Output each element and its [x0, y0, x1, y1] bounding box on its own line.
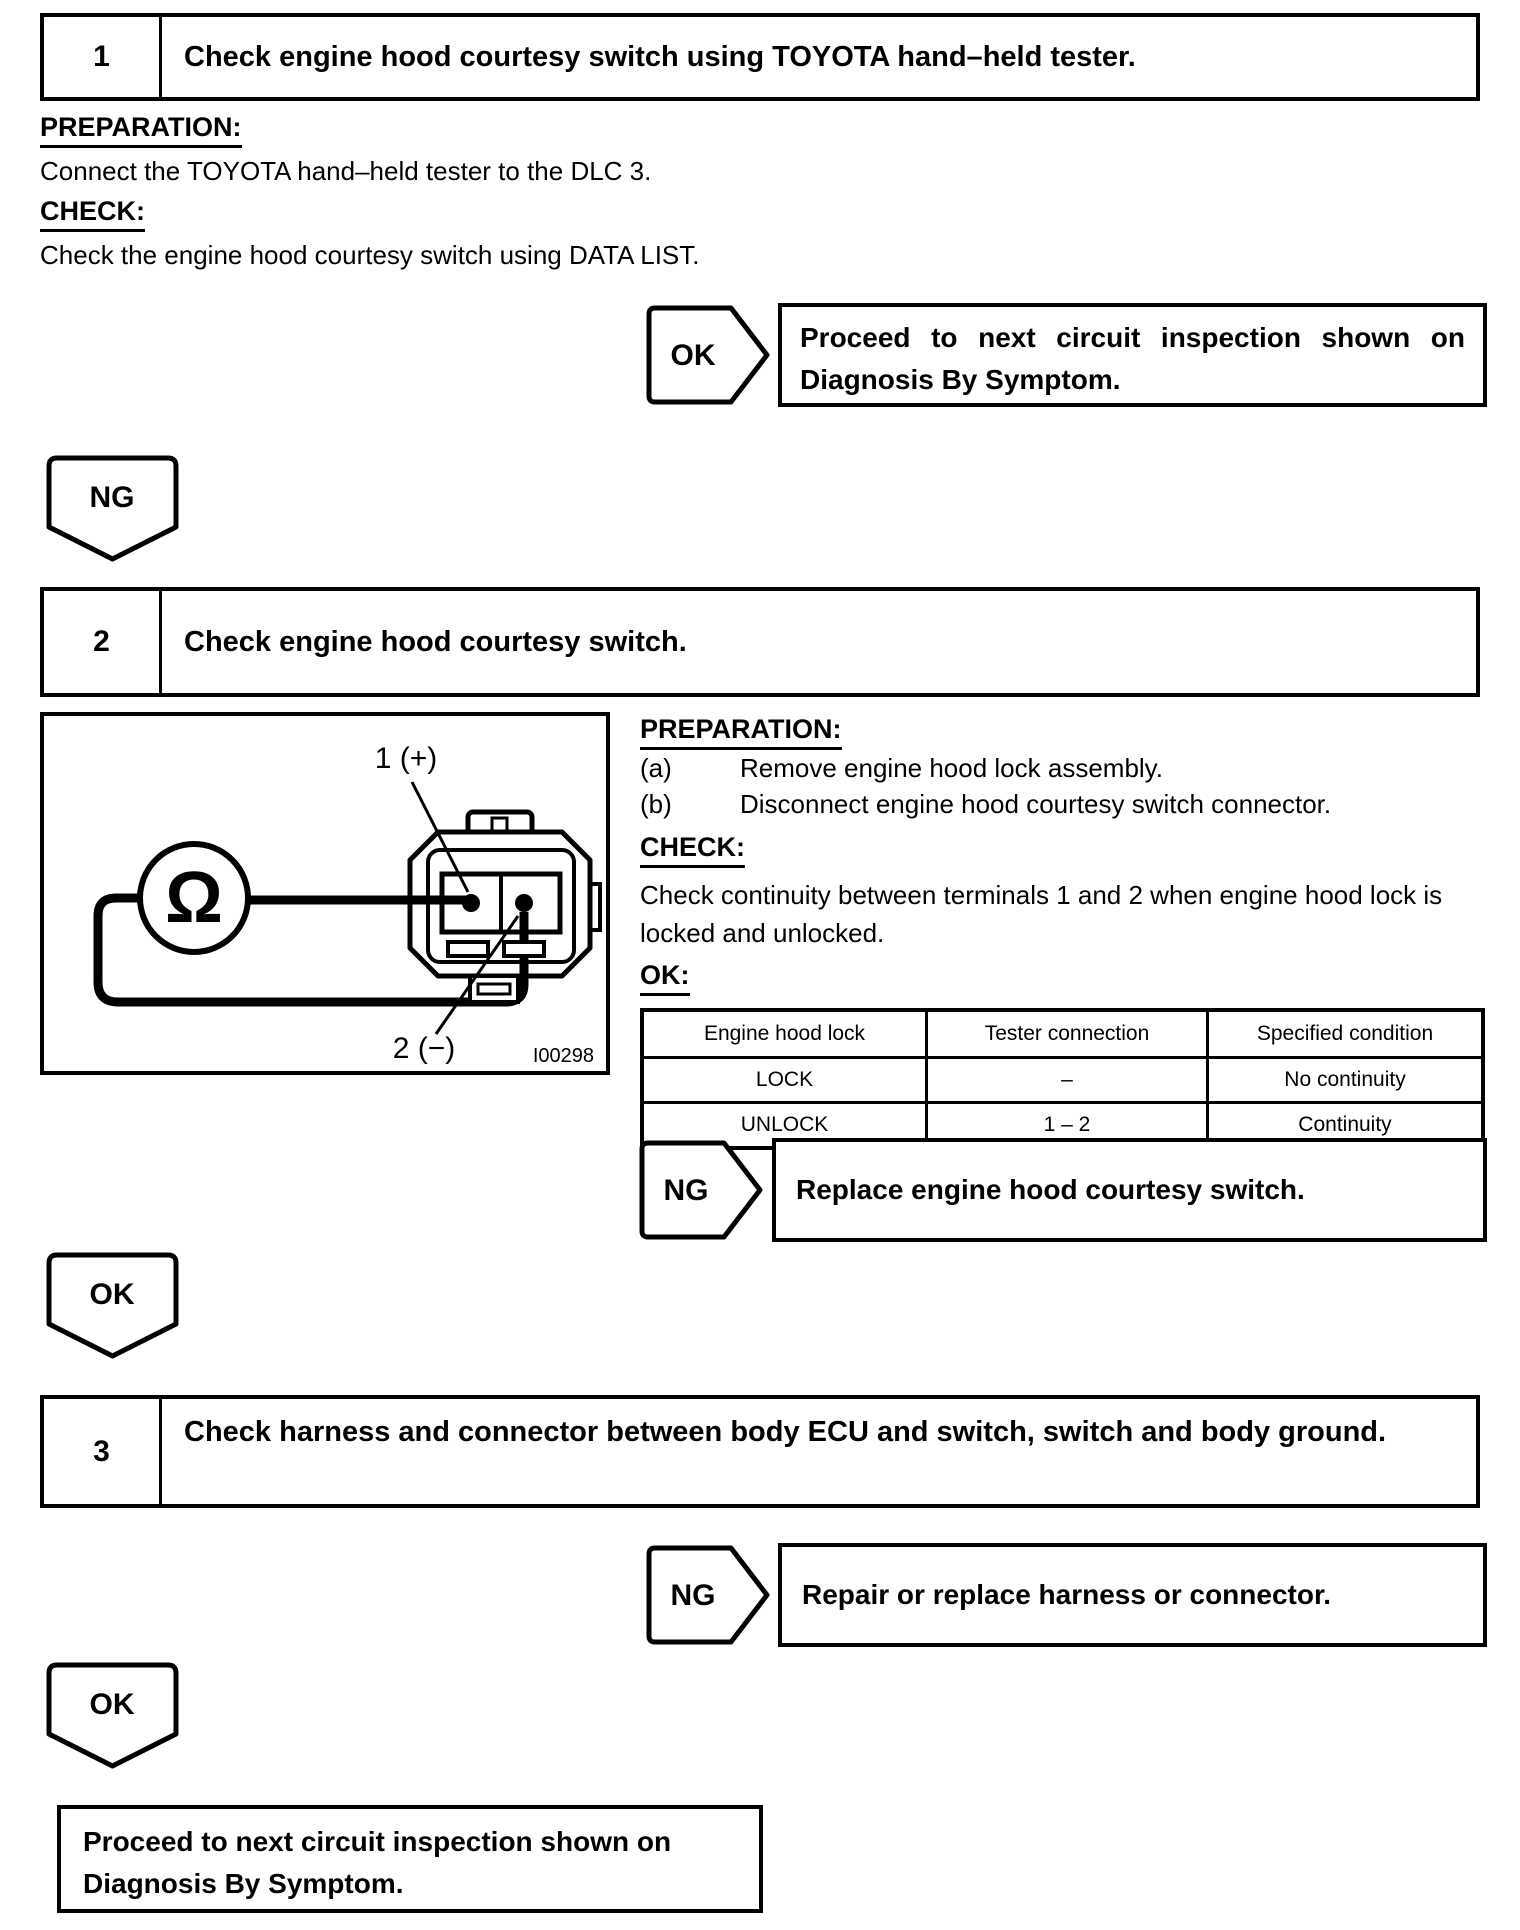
- ng-pointer: [638, 1140, 763, 1240]
- list-item: [640, 786, 1487, 822]
- ng-pointer: [645, 1545, 770, 1645]
- table-cell: –: [927, 1058, 1208, 1103]
- table-header-cell: Tester connection: [927, 1010, 1208, 1058]
- table-header-row: [642, 1010, 1483, 1058]
- step-1-header: [40, 13, 1480, 101]
- ng-pentagon-label: NG: [89, 481, 135, 514]
- ok-pentagon-label: OK: [89, 1688, 135, 1721]
- step-3-header: [40, 1395, 1480, 1508]
- ng-pentagon-down: [45, 455, 180, 563]
- terminal-2-label: 2 (−): [392, 1032, 456, 1065]
- item-bullet: (b): [640, 789, 672, 819]
- check-heading: CHECK:: [40, 196, 145, 232]
- table-cell: Continuity: [1208, 1103, 1484, 1149]
- table-cell: 1 – 2: [927, 1103, 1208, 1149]
- ok-pointer: [645, 305, 770, 405]
- terminal-2-pin: [515, 894, 533, 912]
- table-cell: LOCK: [642, 1058, 927, 1103]
- continuity-table: [640, 1008, 1485, 1150]
- item-text: Disconnect engine hood courtesy switch connector.: [740, 789, 1332, 819]
- item-bullet: (a): [640, 753, 672, 783]
- ok-pentagon-label: OK: [89, 1278, 135, 1311]
- step-2-number: 2: [44, 591, 162, 693]
- circuit-diagram: [40, 712, 610, 1075]
- ng-pointer-label: NG: [663, 1174, 709, 1207]
- table-cell: UNLOCK: [642, 1103, 927, 1149]
- ok-pentagon-down: [45, 1252, 180, 1360]
- list-item: [640, 750, 1487, 786]
- terminal-1-pin: [462, 894, 480, 912]
- table-row: [642, 1058, 1483, 1103]
- preparation-heading: PREPARATION:: [40, 112, 242, 148]
- step-3-title: Check harness and connector between body ECU and switch, switch and body ground.: [184, 1416, 1387, 1448]
- step-1-title: Check engine hood courtesy switch using TOYOTA hand–held tester.: [184, 41, 1136, 73]
- step-1-ok-result-box: Proceed to next circuit inspection shown on Diagnosis By Symptom.: [778, 303, 1487, 407]
- ohm-symbol: Ω: [165, 858, 223, 938]
- step-2-title: Check engine hood courtesy switch.: [184, 626, 687, 658]
- step-2-header: [40, 587, 1480, 697]
- step-2-ng-result-box: Replace engine hood courtesy switch.: [772, 1138, 1487, 1242]
- ok-pointer-label: OK: [670, 339, 716, 372]
- table-header-cell: Specified condition: [1208, 1010, 1484, 1058]
- step-2-details: [640, 714, 1487, 1150]
- item-text: Remove engine hood lock assembly.: [740, 753, 1163, 783]
- preparation-heading: PREPARATION:: [640, 714, 842, 750]
- table-cell: No continuity: [1208, 1058, 1484, 1103]
- step-3-ng-result-box: Repair or replace harness or connector.: [778, 1543, 1487, 1647]
- ok-heading: OK:: [640, 960, 690, 996]
- ng-pointer-label: NG: [670, 1579, 716, 1612]
- ok-pentagon-down: [45, 1662, 180, 1770]
- check-text: Check the engine hood courtesy switch using DATA LIST.: [40, 240, 700, 270]
- figure-code: I00298: [532, 1045, 594, 1067]
- step-1-number: 1: [44, 17, 162, 97]
- preparation-text: Connect the TOYOTA hand–held tester to the DLC 3.: [40, 156, 652, 186]
- table-header-cell: Engine hood lock: [642, 1010, 927, 1058]
- check-text: Check continuity between terminals 1 and 2 when engine hood lock is locked and unlocked.: [640, 880, 1443, 948]
- check-heading: CHECK:: [640, 832, 745, 868]
- final-result-box: Proceed to next circuit inspection shown on Diagnosis By Symptom.: [57, 1805, 763, 1913]
- step-1-details: [40, 112, 960, 272]
- terminal-1-label: 1 (+): [374, 742, 438, 775]
- step-3-number: 3: [44, 1399, 162, 1504]
